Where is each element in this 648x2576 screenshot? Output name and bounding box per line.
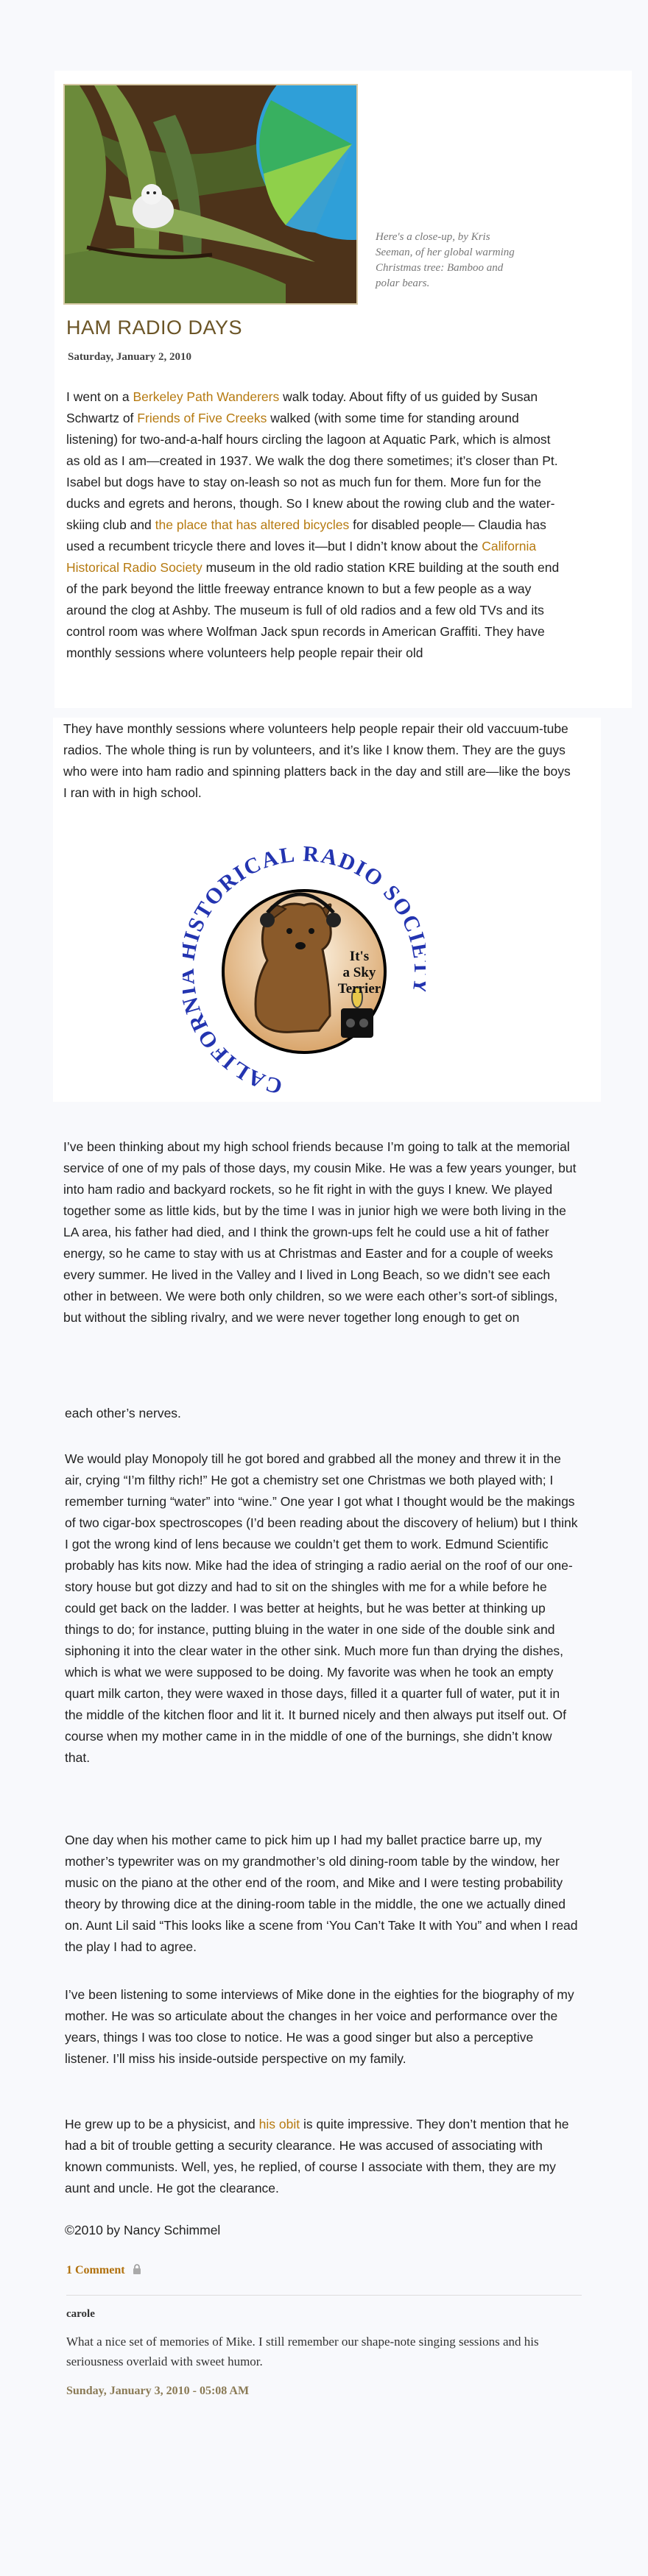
comments-divider bbox=[66, 2295, 582, 2296]
comment-author: carole bbox=[66, 2308, 95, 2320]
comment-date: Sunday, January 3, 2010 - 05:08 AM bbox=[66, 2385, 250, 2397]
radio-society-logo bbox=[183, 839, 426, 1104]
logo-ring-text: CALIFOR STORICAL RADIO SOC bbox=[183, 841, 426, 1099]
post-date: Saturday, January 2, 2010 bbox=[68, 351, 191, 363]
copyright: ©2010 by Nancy Schimmel bbox=[65, 2223, 221, 2237]
logo-tag-line2: a Sky bbox=[342, 965, 376, 980]
link-friends-of-five-creeks[interactable]: Friends of Five Creeks bbox=[137, 411, 267, 425]
link-obit[interactable]: his obit bbox=[258, 2117, 300, 2131]
paragraph-7: He grew up to be a physicist, and his obit is quite impressive. They don’t mention that he had a bit of trouble getting a security clearance. He was accused of associating with known communists. Well, yes, he replied, of course I associate with them, they are my aunt and uncle. He got the clearance. bbox=[65, 2117, 569, 2195]
paragraph-3: I’ve been thinking about my high school friends because I’m going to talk at the memorial service of one of my pals of those days, my cousin Mike. He was a few years younger, but into ham radio and backyard rockets, so he fit right in with the guys I knew. We played together some as little kids, but by the time I was in junior high we were both living in the LA area, his father had died, and I think the grown-ups felt he could use a hit of father energy, so he came to stay with us at Christmas and Easter and for a couple of weeks every summer. He lived in the Valley and I lived in Long Beach, so we didn’t see each other in between. We were both only children, so we were each other’s sort-of siblings, but without the sibling rivalry, and we were never together long enough to get on bbox=[63, 1139, 577, 1325]
post-title: HAM RADIO DAYS bbox=[66, 316, 243, 339]
link-berkeley-path-wanderers[interactable]: Berkeley Path Wanderers bbox=[133, 389, 280, 404]
paragraph-3-end: each other’s nerves. bbox=[65, 1406, 181, 1420]
paragraph-5: One day when his mother came to pick him up I had my ballet practice barre up, my mother’s typewriter was on my grandmother’s old dining-room table by the window, her music on the piano at the other end of the room, and Mike and I were testing probability theory by throwing dice at the dining-room table in the middle, the one we actually dined on. Aunt Lil said “This looks like a scene from ‘You Can’t Take It with You” and when I read the play I had to agree. bbox=[65, 1833, 578, 1954]
post-photo bbox=[63, 84, 358, 305]
photo-caption: Here's a close-up, by Kris Seeman, of her global warming Christmas tree: Bamboo and polar bears. bbox=[376, 231, 515, 289]
paragraph-2: They have monthly sessions where volunteers help people repair their old vaccuum-tube radios. The whole thing is run by volunteers, and it’s like I know them. They are the guys who were into ham radio and spinning platters back in the day and still are—like the boys I ran with in high school. bbox=[63, 721, 571, 800]
paragraph-6: I’ve been listening to some interviews of Mike done in the eighties for the biography of my mother. He was so articulate about the changes in her voice and performance over the years, things I was too close to notice. He was a good singer but also a perceptive listener. I’ll miss his inside-outside perspective on my family. bbox=[65, 1987, 574, 2066]
logo-tag-line3: Terrier bbox=[337, 981, 381, 997]
paragraph-4: We would play Monopoly till he got bored and grabbed all the money and threw it in the air, crying “I’m filthy rich!” He got a chemistry set one Christmas we both played with; I remember turning “water” into “wine.” One year I got what I thought would be the makings of two cigar-box spectroscopes (I’d been reading about the discovery of helium) but I think I got the wrong kind of lens because we couldn’t get them to work. Edmund Scientific probably has kits now. Mike had the idea of stringing a radio aerial on the roof of our one-story house but got dizzy and had to sit on the shingles with me for a while before he could get back on the ladder. I was better at heights, but he was better at thinking up things to do; for instance, putting bluing in the water in one side of the double sink and siphoning it into the clear water in the other sink. Much more fun than drying the dishes, which is what we were supposed to be doing. My favorite was when he took an empty quart milk carton, they were waxed in those days, filled it a quarter full of water, put it in the middle of the kitchen floor and lit it. It burned nicely and then always put itself out. Of course when my mother came in in the middle of one of the burnings, she didn’t know that. bbox=[65, 1451, 578, 1765]
paragraph-1: I went on a Berkeley Path Wanderers walk today. About fifty of us guided by Susan Schwartz of Friends of Five Creeks walked (with some time for standing around listening) for two-and-a-half hours circling the lagoon at Aquatic Park, which is almost as old as I am—created in 1937. We walk the dog there sometimes; it’s closer than Pt. Isabel but dogs have to stay on-leash so not as much fun for them. More fun for the ducks and egrets and herons, though. So I knew about the rowing club and the water-skiing club and the place that has altered bicycles for disabled people— Claudia has used a recumbent tricycle there and loves it—but I didn’t know about the California Historical Radio Society museum in the old radio station KRE building at the south end of the park beyond the little freeway entrance known to but a few people as a way around the clog at Ashby. The museum is full of old radios and a few old TVs and its control room was where Wolfman Jack spun records in American Graffiti. They have monthly sessions where volunteers help people repair their old bbox=[66, 389, 560, 660]
comments-link[interactable] bbox=[66, 2264, 141, 2278]
lock-icon bbox=[133, 2264, 141, 2278]
comments-count[interactable]: 1 Comment bbox=[66, 2264, 125, 2277]
link-altered-bicycles[interactable]: the place that has altered bicycles bbox=[155, 517, 350, 532]
logo-tag-line1: It's bbox=[349, 949, 370, 964]
comment-body: What a nice set of memories of Mike. I still remember our shape-note singing sessions and his seriousness overlaid with sweet humor. bbox=[66, 2335, 539, 2368]
link-california-historical-radio-society[interactable]: California Historical Radio Society bbox=[66, 539, 537, 575]
bamboo-tree-photo bbox=[65, 85, 356, 303]
